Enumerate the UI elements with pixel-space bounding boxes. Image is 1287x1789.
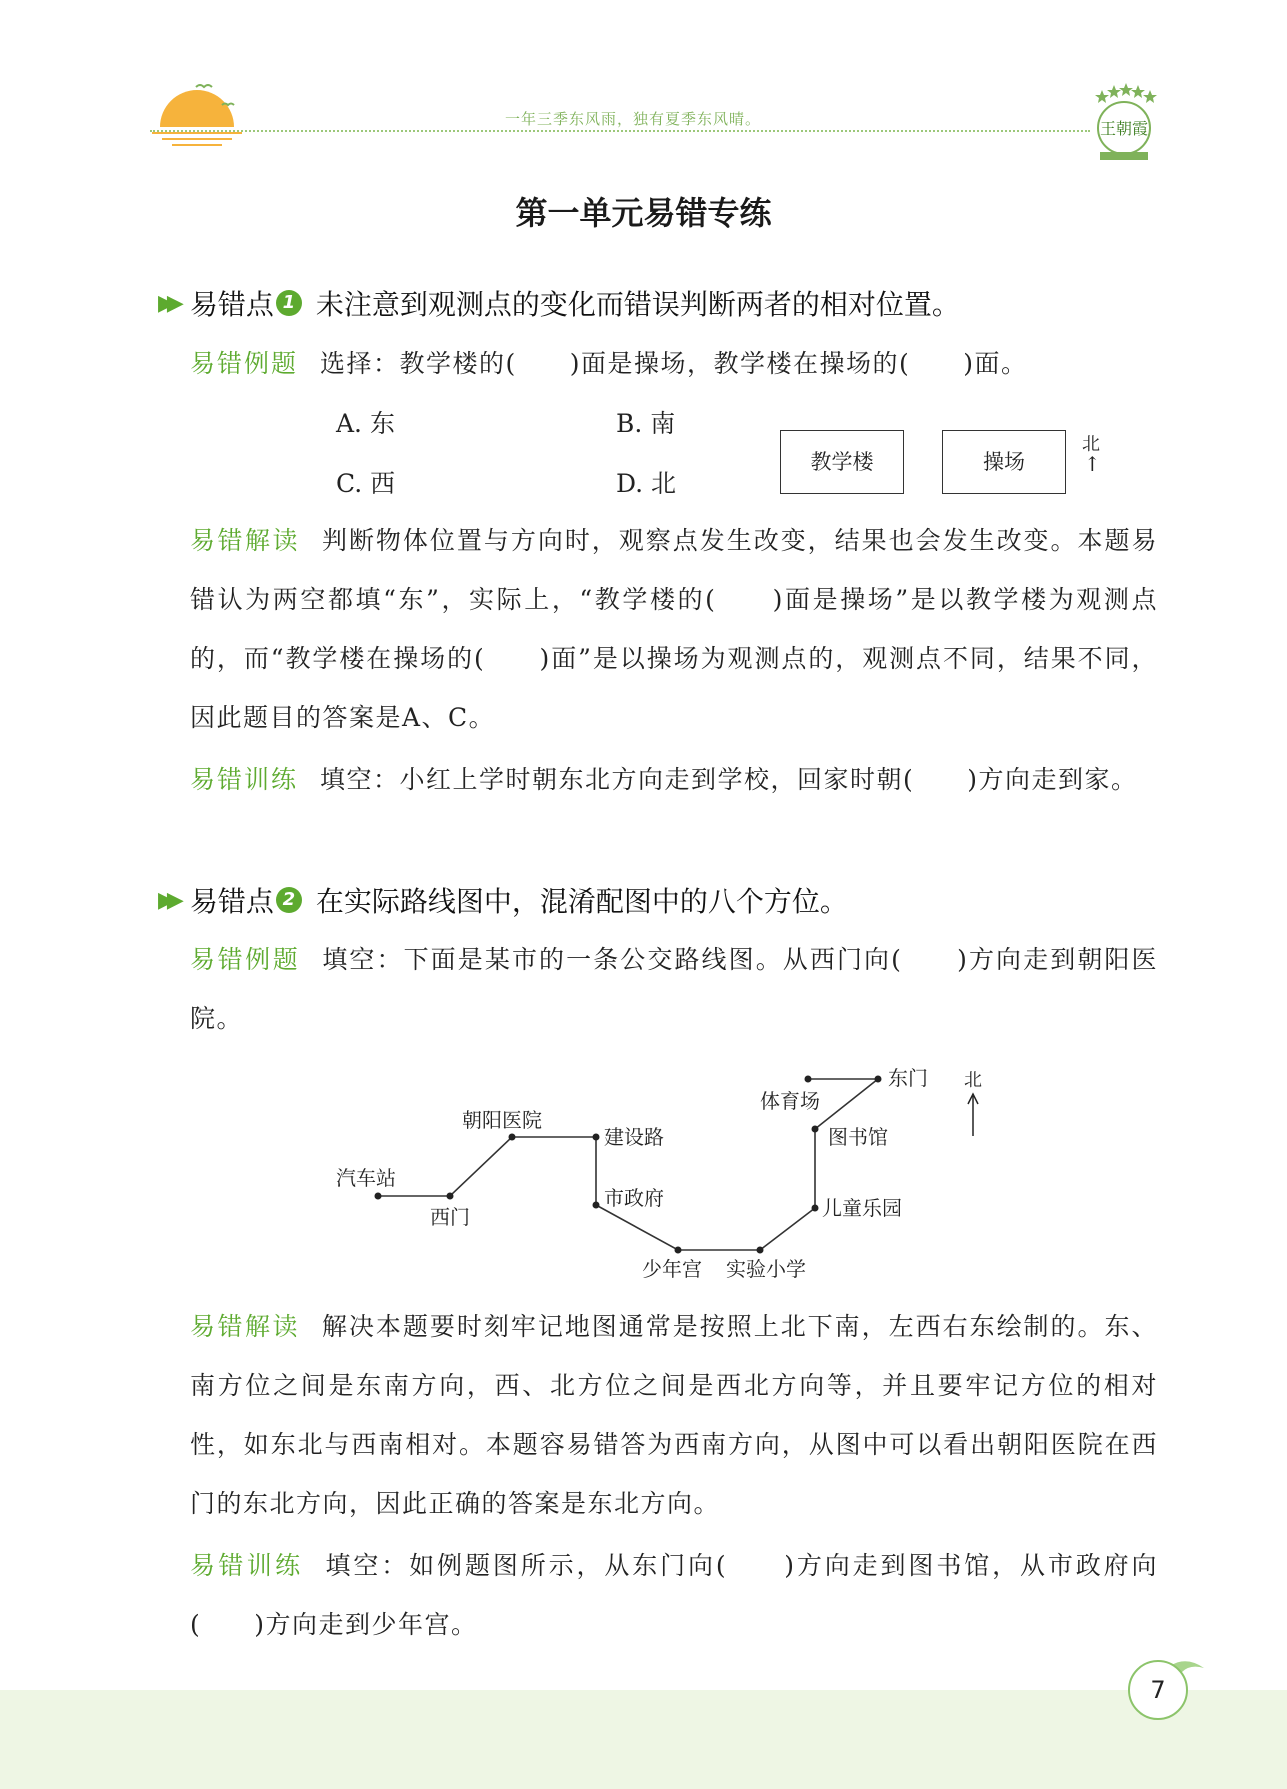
stop-bus-station: 汽车站 <box>336 1166 396 1190</box>
page-number: 7 <box>1128 1660 1188 1720</box>
stop-city-government: 市政府 <box>604 1186 664 1210</box>
stop-dot <box>675 1247 682 1254</box>
option-b: B. 南 <box>616 409 676 438</box>
stop-west-gate: 西门 <box>430 1205 470 1229</box>
error-point-1-heading: ▶▶ 易错点 1 未注意到观测点的变化而错误判断两者的相对位置。 <box>158 283 960 323</box>
stop-childrens-park: 儿童乐园 <box>822 1196 902 1220</box>
stop-dot <box>757 1247 764 1254</box>
publisher-logo-icon <box>1088 82 1160 164</box>
training-2 <box>190 1536 1158 1654</box>
stop-youth-palace: 少年宫 <box>642 1257 702 1281</box>
option-a: A. 东 <box>336 409 395 438</box>
header-dotted-line <box>150 130 1090 132</box>
stop-dot <box>447 1193 454 1200</box>
training-1-text: 填空：小红上学时朝东北方向走到学校，回家时朝( )方向走到家。 <box>320 765 1138 794</box>
example-2 <box>190 930 1158 1048</box>
example-1 <box>190 334 1158 393</box>
stop-jianshe-road: 建设路 <box>604 1125 664 1149</box>
north-label-1: 北 <box>1082 434 1100 455</box>
header-motto: 一年三季东风雨，独有夏季东风晴。 <box>505 110 762 128</box>
example-1-text: 选择：教学楼的( )面是操场，教学楼在操场的( )面。 <box>320 349 1028 378</box>
north-arrow-icon: ↑ <box>1084 452 1101 476</box>
training-1 <box>190 750 1158 809</box>
analysis-2 <box>190 1297 1158 1533</box>
stop-chaoyang-hospital: 朝阳医院 <box>462 1108 542 1132</box>
training-tag: 易错训练 <box>190 765 299 794</box>
north-label-2: 北 <box>964 1070 982 1091</box>
option-c: C. 西 <box>336 469 396 498</box>
training-tag: 易错训练 <box>190 1551 304 1580</box>
page-title: 第一单元易错专练 <box>515 194 772 232</box>
analysis-1 <box>190 511 1158 747</box>
training-2-text: 填空：如例题图所示，从东门向( )方向走到图书馆，从市政府向( )方向走到少年宫。 <box>190 1551 1158 1639</box>
double-arrow-icon: ▶▶ <box>158 290 176 316</box>
stop-experimental-school: 实验小学 <box>726 1257 806 1281</box>
double-arrow-icon: ▶▶ <box>158 887 176 913</box>
number-badge-1: 1 <box>276 290 302 316</box>
analysis-tag: 易错解读 <box>190 1312 300 1341</box>
analysis-2-text: 解决本题要时刻牢记地图通常是按照上北下南，左西右东绘制的。东、南方位之间是东南方向，西、北方位之间是西北方向等，并且要牢记方位的相对性，如东北与西南相对。本题容易错答为西南方向，从图中可以看出朝阳医院在西门的东北方向，因此正确的答案是东北方向。 <box>190 1312 1158 1518</box>
stop-dot <box>875 1076 882 1083</box>
point-1-text: 未注意到观测点的变化而错误判断两者的相对位置。 <box>315 288 960 321</box>
number-badge-2: 2 <box>276 887 302 913</box>
example-tag: 易错例题 <box>190 945 301 974</box>
stop-east-gate: 东门 <box>888 1066 928 1090</box>
bus-route-map <box>320 1050 1020 1290</box>
option-d: D. 北 <box>616 469 677 498</box>
stop-dot <box>593 1202 600 1209</box>
example-tag: 易错例题 <box>190 349 299 378</box>
point-2-text: 在实际路线图中，混淆配图中的八个方位。 <box>315 885 848 918</box>
stop-dot <box>593 1134 600 1141</box>
stop-dot <box>812 1205 819 1212</box>
stop-dot <box>509 1134 516 1141</box>
analysis-1-text: 判断物体位置与方向时，观察点发生改变，结果也会发生改变。本题易错认为两空都填“东”，实际上，“教学楼的( )面是操场”是以教学楼为观测点的，而“教学楼在操场的( )面”是以操场为观测点的，观测点不同，结果不同，因此题目的答案是A、C。 <box>190 526 1158 732</box>
error-point-2-heading: ▶▶ 易错点 2 在实际路线图中，混淆配图中的八个方位。 <box>158 880 848 920</box>
example-2-text: 填空：下面是某市的一条公交路线图。从西门向( )方向走到朝阳医院。 <box>190 945 1158 1033</box>
analysis-tag: 易错解读 <box>190 526 300 555</box>
sunset-icon <box>152 65 242 155</box>
box-playground: 操场 <box>942 430 1066 494</box>
stop-stadium: 体育场 <box>760 1089 820 1113</box>
footer-band <box>0 1690 1287 1789</box>
box-teaching-building: 教学楼 <box>780 430 904 494</box>
logo-text: 王朝霞 <box>1099 119 1149 138</box>
stop-library: 图书馆 <box>828 1125 888 1149</box>
stop-dot <box>812 1126 819 1133</box>
stop-dot <box>375 1193 382 1200</box>
stop-dot <box>805 1076 812 1083</box>
